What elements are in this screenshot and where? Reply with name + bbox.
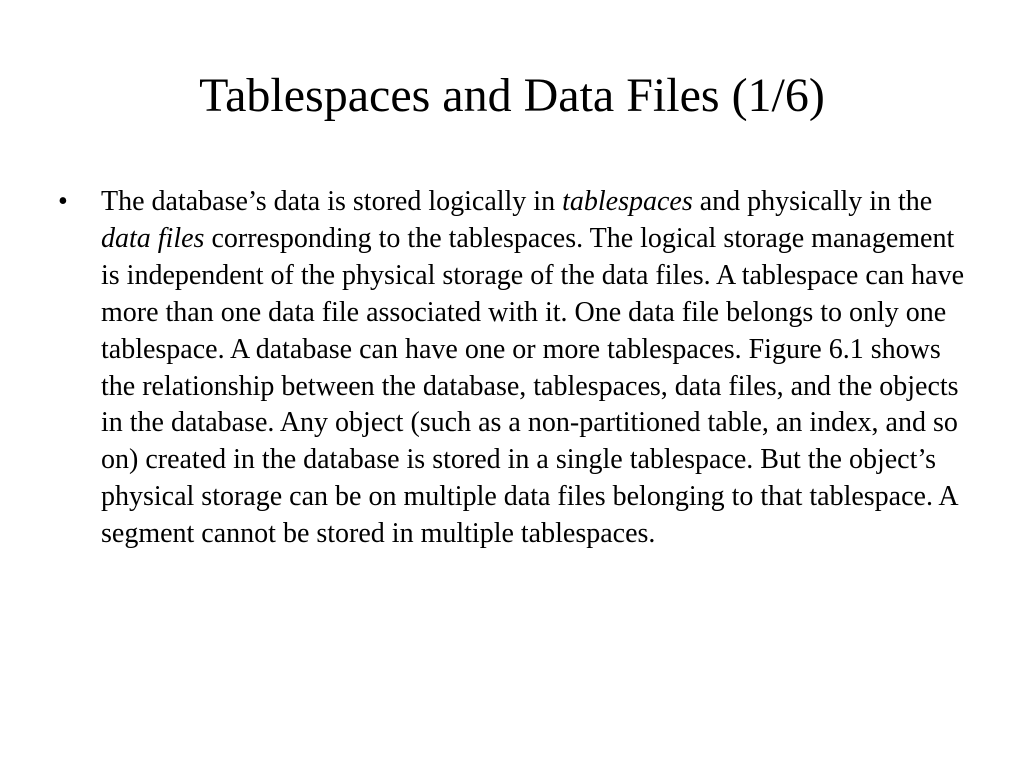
bullet-item <box>58 184 978 553</box>
bullet-text-part-2: and physically in the <box>692 186 933 217</box>
bullet-text-part-1: The database’s data is stored logically in <box>101 186 563 217</box>
bullet-icon: • <box>58 186 68 217</box>
slide-title: Tablespaces and Data Files (1/6) <box>199 69 825 122</box>
bullet-list <box>58 184 978 553</box>
term-data-files: data files <box>101 222 205 254</box>
term-tablespaces: tablespaces <box>562 186 693 217</box>
bullet-text-part-3: corresponding to the tablespaces. The logical storage management is independent of the physical storage of the data files. A tablespace can have more than one data file associated with it. One data file belongs to only one tablespace. A database can have one or more tablespaces. Figure 6.1 shows the relationship between the database, tablespaces, data files, and the objects in the database. Any object (such as a non-partitioned table, an index, and so on) created in the database is stored in a single tablespace. But the object’s physical storage can be on multiple data files belonging to that tablespace. A segment cannot be stored in multiple tablespaces. <box>101 222 965 550</box>
